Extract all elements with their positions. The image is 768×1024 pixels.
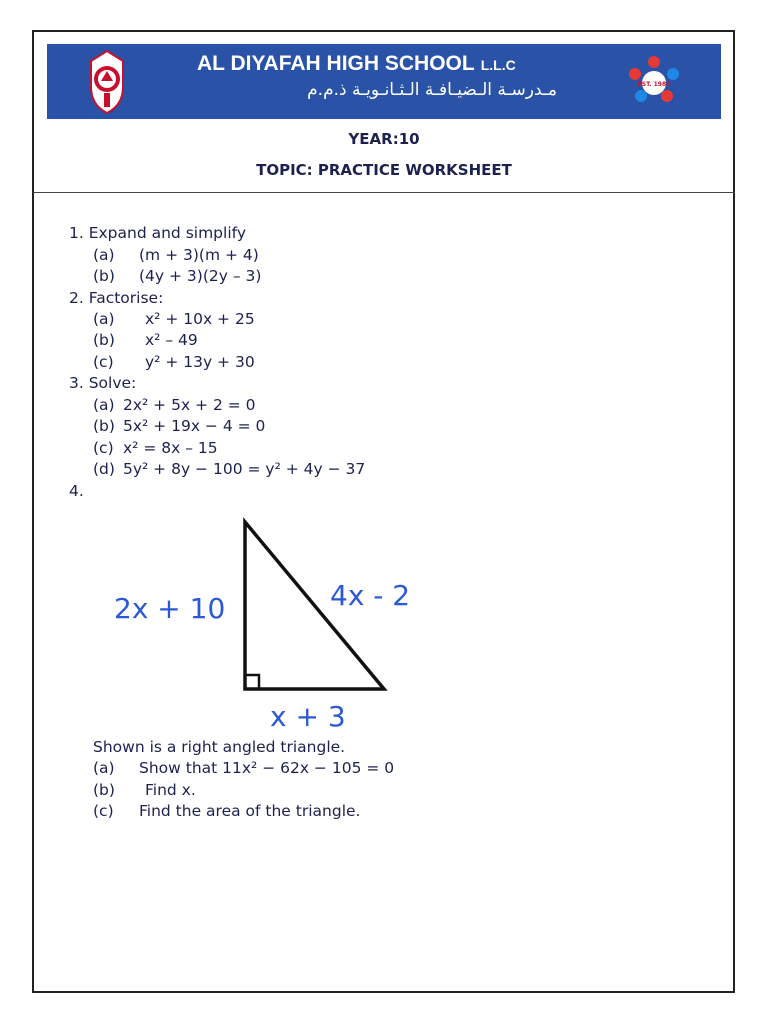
question-3a-label: (a) [93,396,115,414]
question-4-heading: 4. [69,482,84,500]
question-1b-label: (b) [93,267,115,285]
question-2b-text: x² – 49 [145,331,198,349]
hypotenuse-label: 4x - 2 [330,579,411,612]
question-3c-label: (c) [93,439,114,457]
question-1a-label: (a) [93,246,115,264]
question-4a-label: (a) [93,759,115,777]
question-1-heading: 1. Expand and simplify [69,224,246,242]
question-3b-text: 5x² + 19x − 4 = 0 [123,417,266,435]
topic-label: TOPIC: PRACTICE WORKSHEET [256,161,512,179]
question-3-heading: 3. Solve: [69,374,137,392]
school-banner [47,44,721,119]
question-2-heading: 2. Factorise: [69,289,164,307]
question-4c-text: Find the area of the triangle. [139,802,361,820]
question-2b-label: (b) [93,331,115,349]
question-4-intro: Shown is a right angled triangle. [93,738,346,756]
question-2c-text: y² + 13y + 30 [145,353,255,371]
school-crest-icon [87,49,127,115]
header-divider [33,192,735,193]
question-3c-text: x² = 8x – 15 [123,439,218,457]
school-name [197,52,577,76]
question-2c-label: (c) [93,353,114,371]
school-name-arabic: مـدرسـة الـضيـافـة الـثـانـويـة ذ.م.م [307,80,557,100]
question-3d-label: (d) [93,460,115,478]
right-triangle-diagram [100,512,440,734]
base-label: x + 3 [270,700,346,733]
question-3d-text: 5y² + 8y − 100 = y² + 4y − 37 [123,460,366,478]
question-4b-label: (b) [93,781,115,799]
question-1b-text: (4y + 3)(2y – 3) [139,267,262,285]
question-2a-text: x² + 10x + 25 [145,310,255,328]
school-name-text: AL DIYAFAH HIGH SCHOOL [197,52,475,75]
question-3a-text: 2x² + 5x + 2 = 0 [123,396,256,414]
school-suffix: L.L.C [480,57,516,73]
question-4b-text: Find x. [145,781,196,799]
question-2a-label: (a) [93,310,115,328]
left-side-label: 2x + 10 [114,592,226,625]
question-3b-label: (b) [93,417,115,435]
year-label: YEAR:10 [348,130,420,148]
question-1a-text: (m + 3)(m + 4) [139,246,259,264]
question-4c-label: (c) [93,802,114,820]
question-4a-text: Show that 11x² − 62x − 105 = 0 [139,759,395,777]
emblem-text: EST. 1982 [637,81,671,88]
school-emblem-icon [623,50,685,112]
right-angle-marker [245,675,259,689]
